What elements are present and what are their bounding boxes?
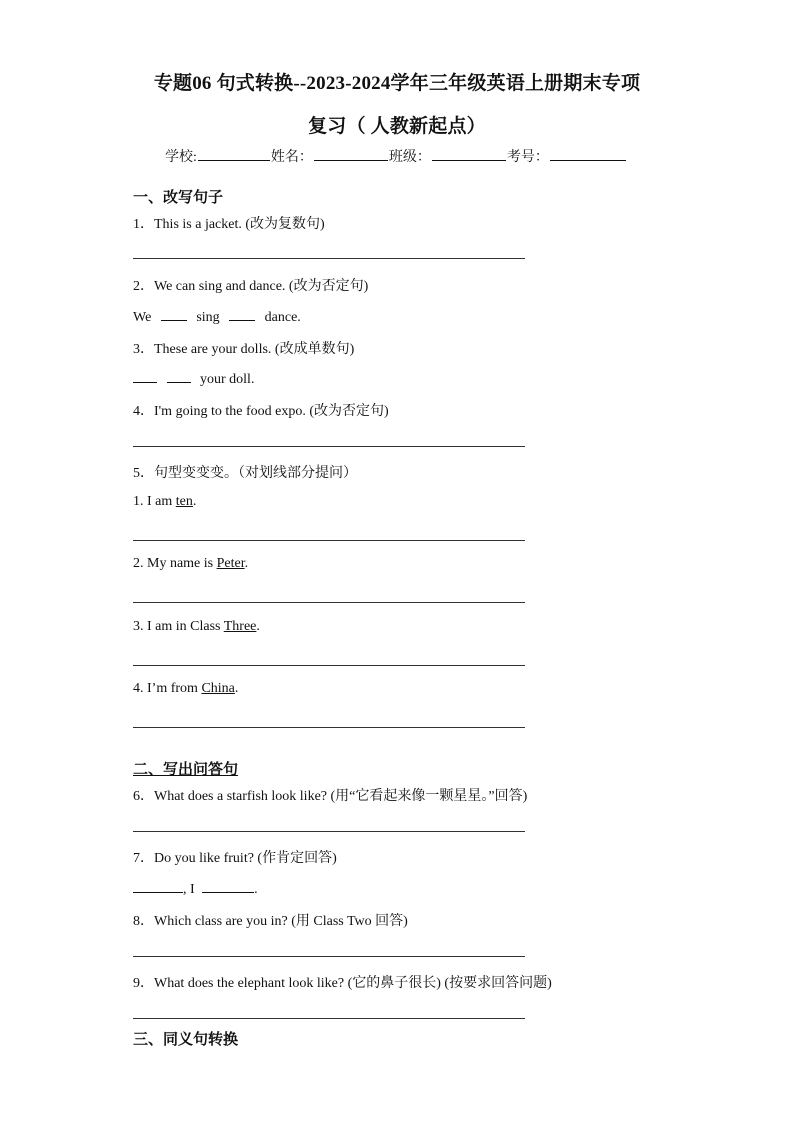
question-1: 1．This is a jacket. (改为复数句)	[133, 217, 325, 232]
answer-2-word-dance: dance.	[264, 310, 301, 325]
answer-2-word-we: We	[133, 310, 152, 325]
answer-line-5-1[interactable]	[133, 540, 525, 541]
answer-line-4[interactable]	[133, 446, 525, 447]
name-label: 姓名：	[270, 150, 313, 165]
question-5-2: 2. My name is Peter.	[133, 556, 249, 571]
question-2: 2．We can sing and dance. (改为否定句)	[133, 279, 369, 294]
underlined-word: Three	[223, 619, 257, 634]
answer-line-8[interactable]	[133, 956, 525, 957]
underlined-word: Peter	[216, 556, 245, 571]
answer-2-word-sing: sing	[196, 310, 220, 325]
answer-line-5-2[interactable]	[133, 602, 525, 603]
question-5: 5．句型变变变。（对划线部分提问）	[133, 466, 357, 481]
school-field[interactable]	[198, 146, 270, 161]
underlined-word: ten	[175, 494, 193, 509]
answer-line-6[interactable]	[133, 831, 525, 832]
question-3: 3．These are your dolls. (改成单数句)	[133, 342, 355, 357]
answer-7-blank-b[interactable]	[202, 879, 254, 893]
answer-7-blank-a[interactable]	[133, 879, 183, 893]
question-7: 7．Do you like fruit? (作肯定回答)	[133, 851, 337, 866]
answer-line-5-4[interactable]	[133, 727, 525, 728]
underlined-word: China	[201, 681, 235, 696]
section-heading-qa: 二、写出问答句	[133, 762, 239, 778]
answer-3-blank-b[interactable]	[167, 369, 191, 383]
section-heading-synonym: 三、同义句转换	[133, 1032, 239, 1048]
answer-line-9[interactable]	[133, 1018, 525, 1019]
answer-line-1[interactable]	[133, 258, 525, 259]
question-5-3: 3. I am in Class Three.	[133, 619, 260, 634]
exam-no-field[interactable]	[550, 146, 626, 161]
question-5-1: 1. I am ten.	[133, 494, 197, 509]
question-8: 8．Which class are you in? (用 Class Two 回答)	[133, 914, 408, 929]
exam-no-label: 考号：	[506, 150, 549, 165]
answer-3-words: your doll.	[200, 372, 255, 387]
answer-2-blank-a[interactable]	[161, 307, 187, 321]
answer-2-row	[133, 307, 301, 326]
class-field[interactable]	[432, 146, 506, 161]
answer-line-5-3[interactable]	[133, 665, 525, 666]
question-5-4: 4. I’m from China.	[133, 681, 239, 696]
answer-7-row: , I .	[133, 879, 258, 898]
question-9: 9．What does the elephant look like? (它的鼻子很长) (按要求回答问题)	[133, 976, 552, 991]
class-label: 班级：	[388, 150, 431, 165]
answer-3-blank-a[interactable]	[133, 369, 157, 383]
answer-3-row	[133, 369, 254, 388]
answer-2-blank-b[interactable]	[229, 307, 255, 321]
student-info-row	[165, 146, 627, 166]
question-4: 4．I'm going to the food expo. (改为否定句)	[133, 404, 389, 419]
page-title-line1: 专题06 句式转换--2023-2024学年三年级英语上册期末专项	[153, 73, 641, 94]
page-title-line2: 复习（ 人教新起点）	[308, 116, 486, 137]
section-heading-rewrite: 一、改写句子	[133, 190, 224, 206]
school-label: 学校:	[165, 150, 197, 165]
question-6: 6．What does a starfish look like? (用“它看起来像一颗星星。”回答)	[133, 789, 528, 804]
name-field[interactable]	[314, 146, 388, 161]
